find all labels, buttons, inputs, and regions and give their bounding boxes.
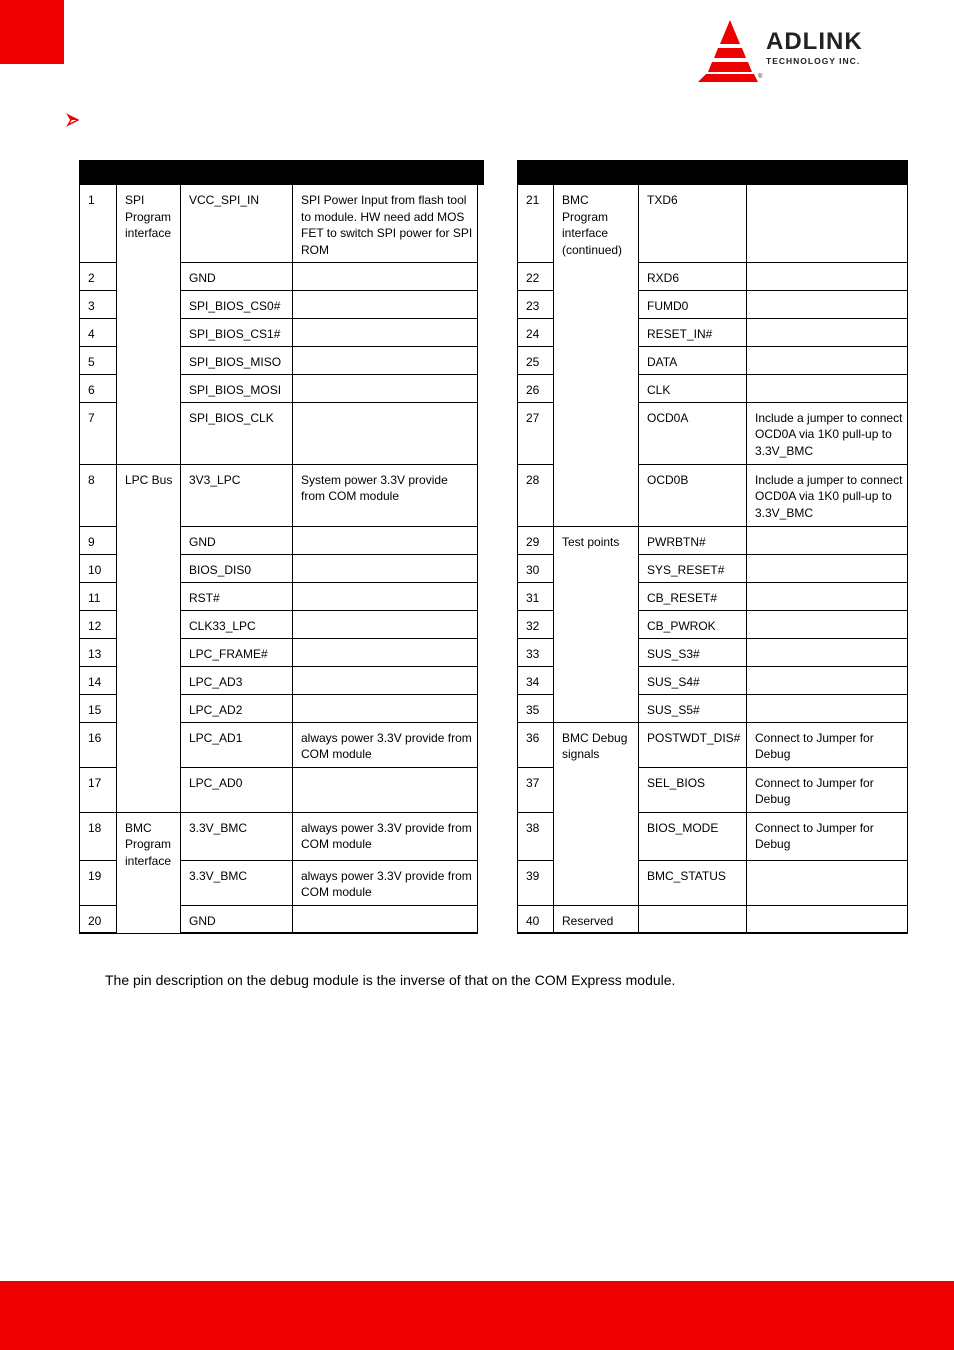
description-cell: [293, 402, 478, 464]
pin-number-cell: 21: [518, 184, 546, 262]
pin-number-cell: 10: [80, 554, 117, 582]
signal-name-cell: RESET_IN#: [639, 318, 747, 346]
signal-name-cell: SPI_BIOS_CS1#: [181, 318, 293, 346]
pin-number-cell: 40: [518, 905, 546, 933]
spacer-cell: [478, 638, 484, 666]
pin-number-cell: 30: [518, 554, 546, 582]
spacer-cell: [546, 610, 554, 638]
spacer-cell: [546, 860, 554, 905]
spacer-cell: [478, 812, 484, 860]
spacer-cell: [546, 184, 554, 262]
pin-number-cell: 28: [518, 464, 546, 526]
arrow-bullet-icon: [66, 113, 80, 127]
spacer-cell: [546, 666, 554, 694]
description-cell: [293, 767, 478, 812]
pin-number-cell: 7: [80, 402, 117, 464]
spacer-cell: [478, 905, 484, 933]
spacer-cell: [546, 722, 554, 767]
pin-number-cell: 6: [80, 374, 117, 402]
description-cell: Connect to Jumper for Debug: [747, 812, 908, 860]
signal-name-cell: SUS_S4#: [639, 666, 747, 694]
logo-wordmark: ADLINK: [766, 28, 863, 55]
pin-number-cell: 22: [518, 262, 546, 290]
signal-name-cell: CLK: [639, 374, 747, 402]
spacer-cell: [478, 374, 484, 402]
signal-name-cell: BIOS_MODE: [639, 812, 747, 860]
group-cell: BMC Program interface (continued): [554, 184, 639, 526]
description-cell: [293, 610, 478, 638]
description-cell: [747, 184, 908, 262]
group-cell: BMC Program interface: [117, 812, 181, 933]
spacer-cell: [546, 554, 554, 582]
signal-name-cell: PWRBTN#: [639, 526, 747, 554]
description-cell: [747, 290, 908, 318]
spacer-cell: [546, 318, 554, 346]
pin-number-cell: 5: [80, 346, 117, 374]
spacer-cell: [546, 402, 554, 464]
description-cell: Include a jumper to connect OCD0A via 1K0 pull-up to 3.3V_BMC: [747, 464, 908, 526]
signal-name-cell: [639, 905, 747, 933]
description-cell: [293, 290, 478, 318]
pin-number-cell: 8: [80, 464, 117, 526]
pin-number-cell: 11: [80, 582, 117, 610]
description-cell: [747, 905, 908, 933]
pin-number-cell: 3: [80, 290, 117, 318]
description-cell: [293, 666, 478, 694]
spacer-cell: [478, 860, 484, 905]
pin-number-cell: 14: [80, 666, 117, 694]
pin-number-cell: 9: [80, 526, 117, 554]
spacer-cell: [546, 812, 554, 860]
group-cell: BMC Debug signals: [554, 722, 639, 905]
spacer-cell: [546, 694, 554, 722]
signal-name-cell: LPC_AD0: [181, 767, 293, 812]
logo-tagline: TECHNOLOGY INC.: [766, 56, 861, 66]
spacer-cell: [478, 262, 484, 290]
description-cell: [747, 526, 908, 554]
spacer-cell: [546, 346, 554, 374]
spacer-cell: [478, 464, 484, 526]
signal-name-cell: SUS_S3#: [639, 638, 747, 666]
table-row: [80, 812, 484, 860]
description-cell: [747, 262, 908, 290]
signal-name-cell: CB_PWROK: [639, 610, 747, 638]
spacer-cell: [478, 582, 484, 610]
signal-name-cell: SUS_S5#: [639, 694, 747, 722]
description-cell: [293, 582, 478, 610]
group-cell: LPC Bus: [117, 464, 181, 812]
pin-number-cell: 13: [80, 638, 117, 666]
signal-name-cell: BMC_STATUS: [639, 860, 747, 905]
spacer-cell: [478, 722, 484, 767]
spacer-cell: [546, 464, 554, 526]
footer-red-bar: [0, 1281, 954, 1350]
pin-number-cell: 15: [80, 694, 117, 722]
spacer-cell: [478, 666, 484, 694]
group-cell: SPI Program interface: [117, 184, 181, 464]
pin-number-cell: 17: [80, 767, 117, 812]
spacer-cell: [546, 905, 554, 933]
description-cell: [747, 554, 908, 582]
description-cell: [293, 374, 478, 402]
description-cell: [747, 374, 908, 402]
description-cell: [293, 346, 478, 374]
spacer-cell: [478, 402, 484, 464]
signal-name-cell: 3.3V_BMC: [181, 860, 293, 905]
signal-name-cell: LPC_AD2: [181, 694, 293, 722]
signal-name-cell: SPI_BIOS_CS0#: [181, 290, 293, 318]
description-cell: always power 3.3V provide from COM module: [293, 812, 478, 860]
signal-name-cell: SPI_BIOS_MISO: [181, 346, 293, 374]
signal-name-cell: SPI_BIOS_MOSI: [181, 374, 293, 402]
signal-name-cell: LPC_FRAME#: [181, 638, 293, 666]
spacer-cell: [546, 290, 554, 318]
pin-number-cell: 19: [80, 860, 117, 905]
signal-name-cell: CLK33_LPC: [181, 610, 293, 638]
spacer-cell: [546, 526, 554, 554]
signal-name-cell: BIOS_DIS0: [181, 554, 293, 582]
group-cell: Reserved: [554, 905, 639, 933]
table-row: [518, 722, 908, 767]
signal-name-cell: RXD6: [639, 262, 747, 290]
description-cell: [747, 860, 908, 905]
pin-table-right: [517, 160, 908, 934]
description-cell: [293, 694, 478, 722]
description-cell: always power 3.3V provide from COM module: [293, 860, 478, 905]
pin-number-cell: 33: [518, 638, 546, 666]
description-cell: [293, 526, 478, 554]
pin-number-cell: 20: [80, 905, 117, 933]
signal-name-cell: TXD6: [639, 184, 747, 262]
description-cell: [293, 638, 478, 666]
pin-number-cell: 25: [518, 346, 546, 374]
group-cell: Test points: [554, 526, 639, 722]
spacer-cell: [478, 694, 484, 722]
signal-name-cell: POSTWDT_DIS#: [639, 722, 747, 767]
pin-number-cell: 2: [80, 262, 117, 290]
pin-number-cell: 12: [80, 610, 117, 638]
signal-name-cell: RST#: [181, 582, 293, 610]
logo-registered-mark: ®: [758, 74, 763, 80]
signal-name-cell: 3.3V_BMC: [181, 812, 293, 860]
description-cell: Connect to Jumper for Debug: [747, 767, 908, 812]
signal-name-cell: GND: [181, 905, 293, 933]
header-red-tab: [0, 0, 64, 64]
spacer-cell: [546, 767, 554, 812]
signal-name-cell: FUMD0: [639, 290, 747, 318]
table-row: [518, 184, 908, 262]
table-row: [518, 526, 908, 554]
pin-number-cell: 31: [518, 582, 546, 610]
description-cell: [293, 262, 478, 290]
spacer-cell: [478, 184, 484, 262]
table-header-row: [518, 161, 908, 185]
signal-name-cell: SEL_BIOS: [639, 767, 747, 812]
pin-number-cell: 35: [518, 694, 546, 722]
pin-number-cell: 39: [518, 860, 546, 905]
spacer-cell: [546, 262, 554, 290]
table-row: [80, 464, 484, 526]
description-cell: [747, 638, 908, 666]
signal-name-cell: OCD0B: [639, 464, 747, 526]
description-cell: Connect to Jumper for Debug: [747, 722, 908, 767]
pin-number-cell: 4: [80, 318, 117, 346]
spacer-cell: [478, 554, 484, 582]
description-cell: [293, 318, 478, 346]
pin-number-cell: 32: [518, 610, 546, 638]
signal-name-cell: GND: [181, 262, 293, 290]
signal-name-cell: OCD0A: [639, 402, 747, 464]
description-cell: [747, 694, 908, 722]
table-header-row: [80, 161, 484, 185]
description-cell: SPI Power Input from flash tool to module. HW need add MOS FET to switch SPI power for SPI ROM: [293, 184, 478, 262]
description-cell: [747, 582, 908, 610]
signal-name-cell: VCC_SPI_IN: [181, 184, 293, 262]
pin-number-cell: 27: [518, 402, 546, 464]
signal-name-cell: LPC_AD1: [181, 722, 293, 767]
pin-number-cell: 29: [518, 526, 546, 554]
company-logo: [694, 18, 908, 84]
pin-table-left: [79, 160, 484, 934]
pin-number-cell: 37: [518, 767, 546, 812]
signal-name-cell: SYS_RESET#: [639, 554, 747, 582]
spacer-cell: [478, 610, 484, 638]
pin-number-cell: 34: [518, 666, 546, 694]
signal-name-cell: GND: [181, 526, 293, 554]
pin-number-cell: 24: [518, 318, 546, 346]
pin-number-cell: 18: [80, 812, 117, 860]
spacer-cell: [546, 638, 554, 666]
pin-number-cell: 26: [518, 374, 546, 402]
description-cell: [747, 318, 908, 346]
spacer-cell: [478, 290, 484, 318]
signal-name-cell: LPC_AD3: [181, 666, 293, 694]
description-cell: Include a jumper to connect OCD0A via 1K0 pull-up to 3.3V_BMC: [747, 402, 908, 464]
adlink-triangle-icon: [694, 18, 758, 84]
signal-name-cell: 3V3_LPC: [181, 464, 293, 526]
description-cell: [747, 666, 908, 694]
pin-number-cell: 23: [518, 290, 546, 318]
description-cell: [293, 905, 478, 933]
table-row: [80, 184, 484, 262]
table-row: [518, 905, 908, 933]
pin-number-cell: 16: [80, 722, 117, 767]
pin-number-cell: 38: [518, 812, 546, 860]
spacer-cell: [546, 374, 554, 402]
pin-number-cell: 36: [518, 722, 546, 767]
pin-number-cell: 1: [80, 184, 117, 262]
description-cell: [293, 554, 478, 582]
spacer-cell: [478, 526, 484, 554]
signal-name-cell: DATA: [639, 346, 747, 374]
description-cell: System power 3.3V provide from COM module: [293, 464, 478, 526]
spacer-cell: [546, 582, 554, 610]
description-cell: always power 3.3V provide from COM module: [293, 722, 478, 767]
signal-name-cell: CB_RESET#: [639, 582, 747, 610]
spacer-cell: [478, 767, 484, 812]
spacer-cell: [478, 318, 484, 346]
description-cell: [747, 346, 908, 374]
spacer-cell: [478, 346, 484, 374]
pin-description-note: The pin description on the debug module is the inverse of that on the COM Express module.: [105, 972, 676, 988]
signal-name-cell: SPI_BIOS_CLK: [181, 402, 293, 464]
description-cell: [747, 610, 908, 638]
